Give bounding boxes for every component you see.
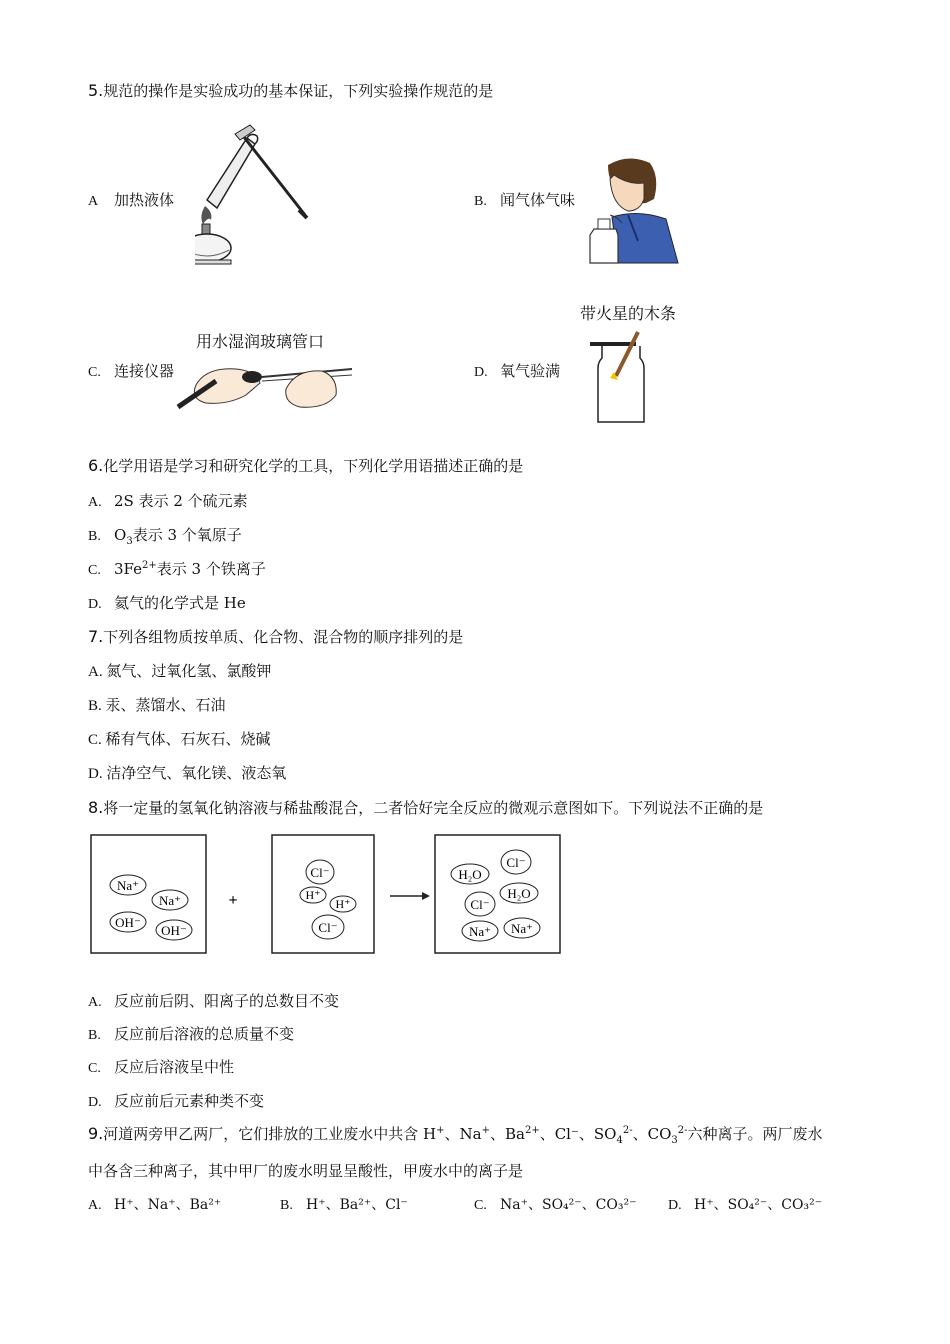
shirt (612, 213, 678, 263)
product-box (435, 835, 560, 953)
q7-option-a[interactable]: A. 氮气、过氧化氢、氯酸钾 (88, 664, 272, 680)
q6-option-c[interactable]: C. $3Fe^{2+}$表示 3 个铁离子 (88, 560, 266, 578)
q7-stem: 7.下列各组物质按单质、化合物、混合物的顺序排列的是 (88, 627, 464, 646)
ion-label: H⁺ (335, 897, 351, 911)
tube-holder (235, 125, 307, 218)
ion-label: Cl⁻ (310, 865, 330, 880)
q9-option-a[interactable]: A. H⁺、Na⁺、Ba²⁺ (88, 1197, 222, 1213)
ion-label: OH⁻ (115, 915, 141, 930)
ion-label: Cl⁻ (318, 920, 338, 935)
ion-label: Na⁺ (510, 921, 534, 936)
q9-number: 9. (88, 1124, 104, 1143)
q9-option-d[interactable]: D. H⁺、SO₄²⁻、CO₃²⁻ (668, 1197, 823, 1213)
q9-option-c[interactable]: C. Na⁺、SO₄²⁻、CO₃²⁻ (474, 1197, 637, 1213)
ion-label: OH⁻ (161, 923, 187, 938)
ion-label: H⁺ (305, 888, 321, 902)
ion-label: Na⁺ (158, 893, 182, 908)
q6-option-d[interactable]: D. 氦气的化学式是 He (88, 594, 246, 612)
q5-number: 5. (88, 81, 104, 100)
q6-option-b[interactable]: B. $O_3$表示 3 个氧原子 (88, 526, 242, 547)
q6-stem: 6.化学用语是学习和研究化学的工具，下列化学用语描述正确的是 (88, 456, 524, 475)
gas-bottle (598, 346, 644, 422)
ion-label: Na⁺ (116, 878, 140, 893)
q8-option-b[interactable]: B. 反应前后溶液的总质量不变 (88, 1025, 295, 1043)
q8-option-d[interactable]: D. 反应前后元素种类不变 (88, 1092, 265, 1110)
fig-c-caption: 用水湿润玻璃管口 (196, 332, 325, 351)
right-hand (286, 371, 336, 407)
q9-stem-line2: 中各含三种离子，其中甲厂的废水明显呈酸性，甲废水中的离子是 (88, 1162, 524, 1180)
flame (201, 206, 211, 224)
q7-option-c[interactable]: C. 稀有气体、石灰石、烧碱 (88, 732, 271, 748)
q7-option-b[interactable]: B. 汞、蒸馏水、石油 (88, 698, 226, 714)
q5-stem: 5.规范的操作是实验成功的基本保证，下列实验操作规范的是 (88, 81, 494, 100)
molecule-label: H₂O (458, 867, 482, 882)
connecting-apparatus-figure (176, 355, 356, 415)
q9-stem-line1: 9.河道两旁甲乙两厂，它们排放的工业废水中共含 H+、Na+、$Ba^{2+}$、Cl⁻、$SO_4^{2-}$、$CO_3^{2-}$六种离子。两厂废水 (88, 1124, 823, 1146)
q6-number: 6. (88, 456, 104, 475)
fig-d-caption: 带火星的木条 (580, 304, 677, 323)
reaction-diagram (88, 830, 568, 958)
q5-option-b[interactable]: B. 闻气体气味 (474, 191, 576, 209)
q8-number: 8. (88, 798, 104, 817)
ion-label: Cl⁻ (506, 855, 526, 870)
q5-option-a[interactable]: A 加热液体 (88, 191, 175, 209)
q8-option-c[interactable]: C. 反应后溶液呈中性 (88, 1058, 235, 1076)
smelling-gas-figure (588, 155, 683, 267)
q6-option-a[interactable]: A. 2S 表示 2 个硫元素 (88, 492, 248, 510)
oxygen-test-figure (588, 328, 658, 428)
ion-label: Na⁺ (468, 924, 492, 939)
q7-number: 7. (88, 627, 104, 646)
gas-bottle (590, 229, 618, 263)
molecule-label: H₂O (507, 886, 531, 901)
q9-option-b[interactable]: B. H⁺、Ba²⁺、Cl⁻ (280, 1197, 408, 1213)
heating-liquid-figure (195, 120, 315, 270)
q8-option-a[interactable]: A. 反应前后阴、阳离子的总数目不变 (88, 992, 340, 1010)
q5-option-d[interactable]: D. 氧气验满 (474, 362, 561, 380)
q7-option-d[interactable]: D. 洁净空气、氧化镁、液态氧 (88, 766, 287, 782)
q8-stem: 8.将一定量的氢氧化钠溶液与稀盐酸混合，二者恰好完全反应的微观示意图如下。下列说法不正确的是 (88, 798, 764, 817)
ion-label: Cl⁻ (470, 897, 490, 912)
plus-sign: + (228, 892, 238, 909)
q5-option-c[interactable]: C. 连接仪器 (88, 362, 175, 380)
alcohol-lamp (195, 224, 231, 264)
